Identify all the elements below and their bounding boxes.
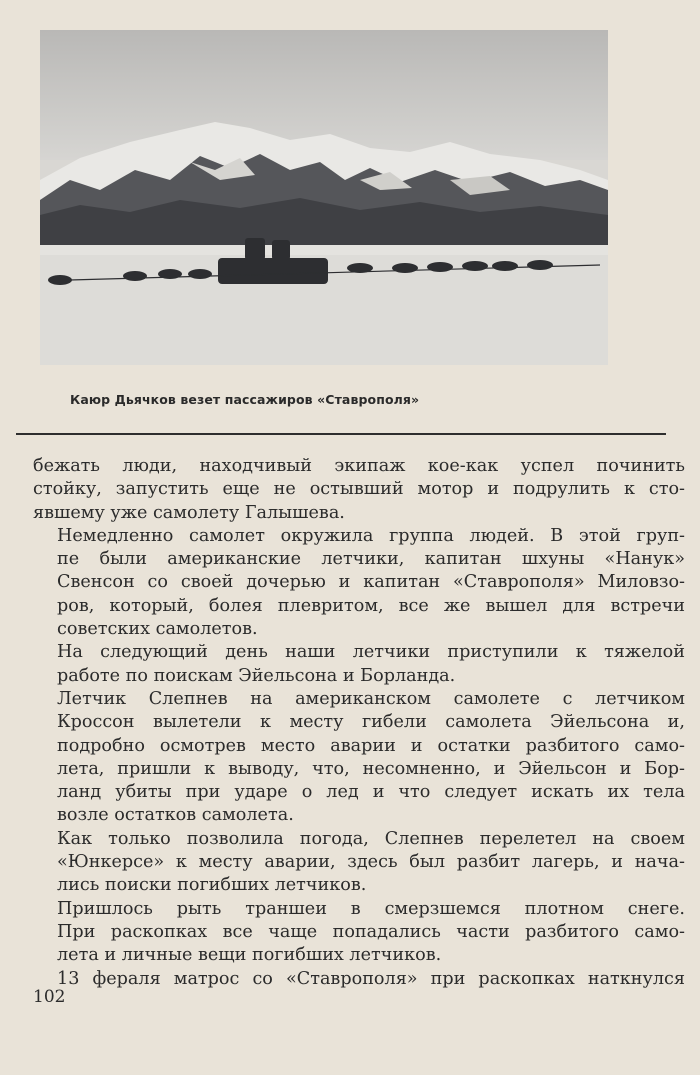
text-line: бежать люди, находчивый экипаж кое-как успел починить [33, 456, 685, 476]
text-line: Пришлось рыть траншеи в смерзшемся плотном снеге. [57, 898, 685, 919]
dog-sled-photo [40, 30, 608, 365]
paragraph [33, 641, 685, 688]
text-line: пе были американские летчики, капитан шхуны «Нанук» [57, 549, 685, 570]
text-line: 13 фераля матрос со «Ставрополя» при раскопках наткнулся [57, 968, 685, 989]
paragraph [33, 968, 685, 991]
text-line: лета, пришли к выводу, что, несомненно, и Эйельсон и Бор- [57, 758, 685, 779]
text-line: лись поиски погибших летчиков. [57, 875, 367, 896]
text-line: Свенсон со своей дочерью и капитан «Ставрополя» Миловзо- [57, 572, 685, 593]
paragraph [33, 828, 685, 898]
photo-caption: Каюр Дьячков везет пассажиров «Ставрополя» [70, 392, 420, 407]
text-line: Кроссон вылетели к месту гибели самолета Эйельсона и, [57, 712, 685, 733]
paragraph [33, 455, 685, 525]
text-line: При раскопках все чаще попадались части разбитого само- [57, 921, 685, 942]
text-line: явшему уже самолету Галышева. [33, 502, 345, 523]
text-line: возле остатков самолета. [57, 805, 294, 826]
text-line: Как только позволила погода, Слепнев перелетел на своем [57, 828, 685, 849]
text-line: подробно осмотрев место аварии и остатки разбитого само- [57, 735, 685, 756]
paragraph [33, 898, 685, 968]
text-line: «Юнкерсе» к месту аварии, здесь был разбит лагерь, и нача- [57, 852, 685, 873]
text-line: ров, который, болея плевритом, все же вышел для встречи [57, 595, 685, 616]
text-line: Немедленно самолет окружила группа людей. В этой груп- [57, 525, 685, 546]
paragraph [33, 525, 685, 641]
body-text [33, 455, 685, 991]
text-line: советских самолетов. [57, 619, 258, 640]
text-line: лета и личные вещи погибших летчиков. [57, 945, 442, 966]
text-line: Летчик Слепнев на американском самолете с летчиком [57, 688, 685, 709]
photo-illustration [40, 30, 608, 365]
text-line: ланд убиты при ударе о лед и что следует искать их тела [57, 782, 685, 803]
text-line: На следующий день наши летчики приступили к тяжелой [57, 642, 685, 663]
text-line: работе по поискам Эйельсона и Борланда. [57, 665, 456, 686]
text-line: стойку, запустить еще не остывший мотор и подрулить к сто- [33, 479, 685, 500]
page-number: 102 [33, 987, 66, 1007]
paragraph [33, 688, 685, 828]
divider-rule [16, 433, 666, 435]
